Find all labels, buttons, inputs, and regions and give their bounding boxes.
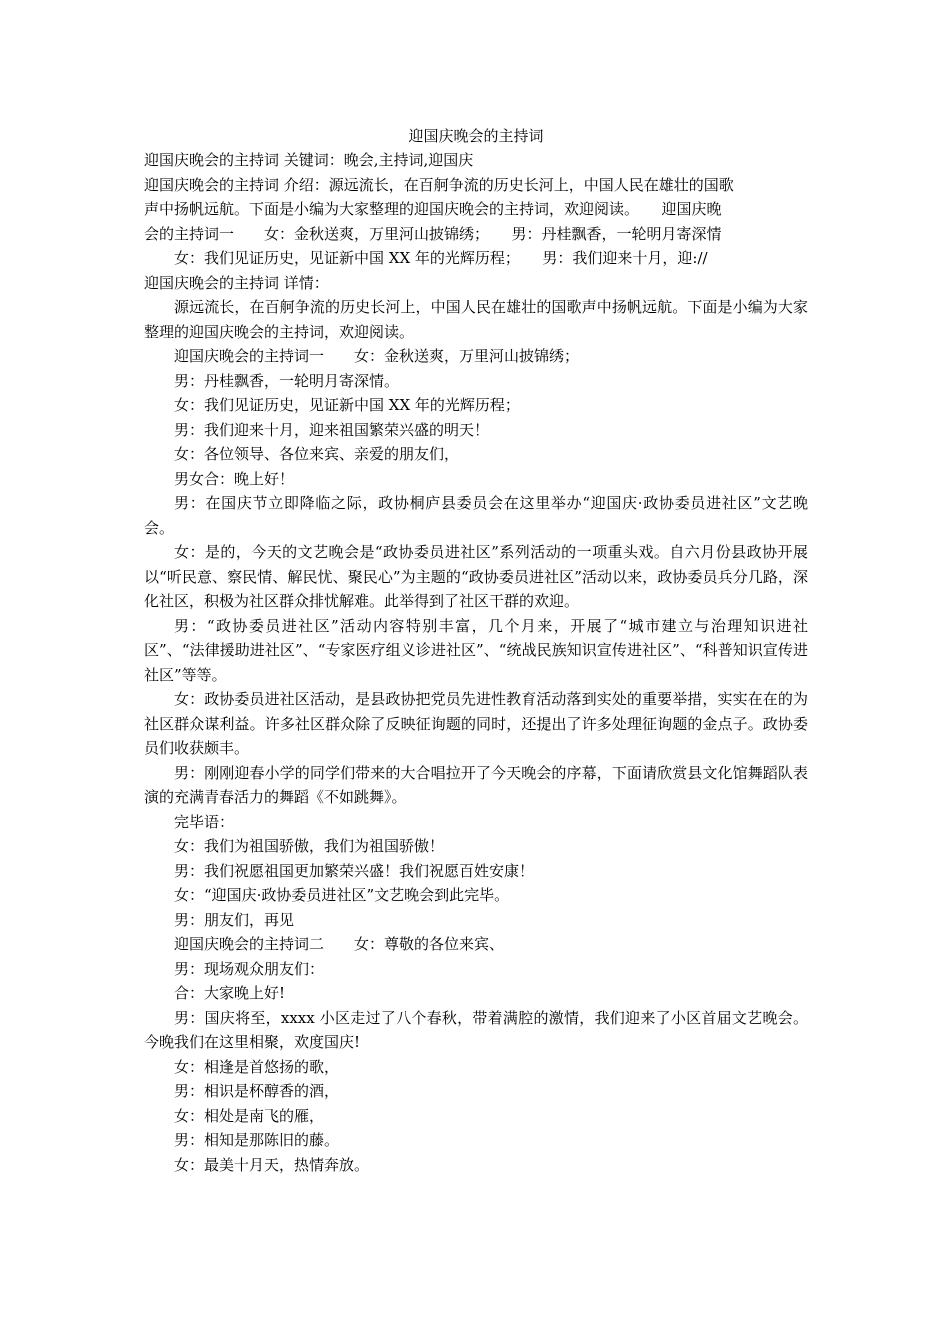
paragraph: 迎国庆晚会的主持词二 女：尊敬的各位来宾、	[174, 935, 505, 953]
details-heading: 迎国庆晚会的主持词 详情：	[144, 273, 329, 292]
paragraph: 男女合：晚上好！	[174, 469, 295, 488]
paragraph: 男：朋友们，再见	[174, 910, 295, 929]
keywords-line: 迎国庆晚会的主持词 关键词：晚会,主持词,迎国庆	[144, 151, 474, 169]
paragraph: 男：丹桂飘香，一轮明月寄深情。	[174, 371, 400, 390]
paragraph: 女：政协委员进社区活动，是县政协把党员先进性教育活动落到实处的重要举措，实实在在的为社区群众谋利益。许多社区群众除了反映征询题的同时，还提出了许多处理征询题的金点子。政协委员们收获颇丰。	[144, 690, 808, 757]
document-body	[144, 124, 808, 1177]
paragraph: 男：在国庆节立即降临之际，政协桐庐县委员会在这里举办“迎国庆·政协委员进社区”文艺晚会。	[144, 494, 808, 537]
paragraph: 合：大家晚上好!	[174, 984, 286, 1002]
intro-line: 声中扬帆远航。下面是小编为大家整理的迎国庆晚会的主持词，欢迎阅读。 迎国庆晚	[144, 200, 722, 218]
paragraph: 女：各位领导、各位来宾、亲爱的朋友们，	[174, 445, 460, 463]
document-title: 迎国庆晚会的主持词	[408, 127, 544, 145]
intro-line: 会的主持词一 女：金秋送爽，万里河山披锦绣； 男：丹桂飘香，一轮明月寄深情	[144, 224, 722, 243]
paragraph: 女：我们见证历史，见证新中国 XX 年的光辉历程；	[174, 396, 520, 414]
paragraph: 完毕语：	[174, 812, 235, 831]
intro-line: 迎国庆晚会的主持词 介绍：源远流长，在百舸争流的历史长河上，中国人民在雄壮的国歌	[144, 175, 734, 194]
paragraph: 男：我们祝愿祖国更加繁荣兴盛！我们祝愿百姓安康！	[174, 861, 535, 880]
paragraph: 源远流长，在百舸争流的历史长河上，中国人民在雄壮的国歌声中扬帆远航。下面是小编为大家整理的迎国庆晚会的主持词，欢迎阅读。	[144, 298, 808, 341]
paragraph: 男：我们迎来十月，迎来祖国繁荣兴盛的明天！	[174, 420, 490, 439]
paragraph: 男：刚刚迎春小学的同学们带来的大合唱拉开了今天晚会的序幕，下面请欣赏县文化馆舞蹈队表演的充满青春活力的舞蹈《不如跳舞》。	[144, 763, 808, 806]
paragraph: 男：相知是那陈旧的藤。	[174, 1131, 340, 1149]
paragraph: 男：相识是杯醇香的酒，	[174, 1082, 340, 1100]
paragraph: 女：相处是南飞的雁，	[174, 1106, 325, 1125]
paragraph: 男：国庆将至，xxxx 小区走过了八个春秋，带着满腔的激情，我们迎来了小区首届文艺晚会。今晚我们在这里相聚，欢度国庆!	[144, 1008, 808, 1051]
script-paragraphs	[144, 295, 808, 1177]
paragraph: 女：“迎国庆·政协委员进社区”文艺晚会到此完毕。	[174, 886, 510, 904]
intro-line: 女：我们见证历史，见证新中国 XX 年的光辉历程； 男：我们迎来十月，迎://	[144, 249, 708, 267]
paragraph: 男：“政协委员进社区”活动内容特别丰富，几个月来，开展了“城市建立与治理知识进社区”、“法律援助进社区”、“专家医疗组义诊进社区”、“统战民族知识宣传进社区”、“科普知识宣传进社区”等等。	[144, 616, 808, 684]
paragraph: 女：相逢是首悠扬的歌，	[174, 1057, 340, 1076]
paragraph: 男：现场观众朋友们：	[174, 959, 325, 978]
paragraph: 女：我们为祖国骄傲，我们为祖国骄傲！	[174, 837, 445, 855]
paragraph: 女：最美十月天，热情奔放。	[174, 1155, 370, 1174]
intro-block	[144, 173, 808, 271]
paragraph: 迎国庆晚会的主持词一 女：金秋送爽，万里河山披锦绣；	[174, 347, 580, 365]
paragraph: 女：是的，今天的文艺晚会是“政协委员进社区”系列活动的一项重头戏。自六月份县政协开展以“听民意、察民情、解民忧、聚民心”为主题的“政协委员进社区”活动以来，政协委员兵分几路，深化社区，积极为社区群众排忧解难。此举得到了社区干群的欢迎。	[144, 543, 808, 610]
